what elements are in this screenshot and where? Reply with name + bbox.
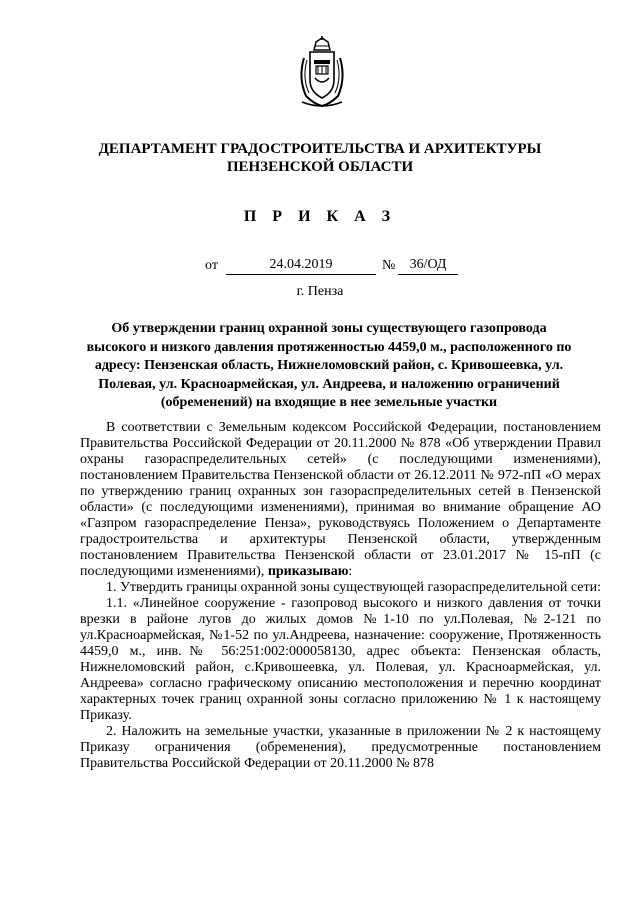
from-label: от — [205, 258, 218, 273]
decree-colon: : — [348, 564, 353, 579]
city: г. Пенза — [296, 284, 344, 299]
preamble-text: В соответствии с Земельным кодексом Российской Федерации, постановлением Правительства Российской Федерации от 20.11.2000 № 878 «Об утверждении Правил охраны газораспределительных сетей» (с последующими изменениями), постановлением Правительства Пензенской области от 26.12.2011 № 972-пП «О мерах по утверждению границ охранных зон газораспределительных сетей в Пензенской области» (с последующими изменениями), принимая во внимание обращение АО «Газпром газораспределение Пенза», руководствуясь Положением о Департаменте градостроительства и архитектуры Пензенской области, утвержденным постановлением Правительства Пензенской области от 23.01.2017 № 15-пП (с последующими изменениями), — [80, 420, 601, 579]
order-subject: Об утверждении границ охранной зоны существующего газопровода высокого и низкого давления протяженностью 4459,0 м., расположенного по адресу: Пензенская область, Нижнеломовский район, с. Кривошеевка, ул. Полевая, ул. Красноармейская, ул. Андреева, и наложению ограничений (обременений) на входящие в нее земельные участки — [86, 321, 572, 410]
order-number: 36/ОД — [398, 256, 458, 275]
item-2-paragraph: 2. Наложить на земельные участки, указанные в приложении № 2 к настоящему Приказу ограничения (обременения), предусмотренные постановлением Правительства Российской Федерации от 20.11.2000 № 878 — [80, 724, 601, 771]
preamble-paragraph — [80, 420, 601, 580]
item-1-1-paragraph: 1.1. «Линейное сооружение - газопровод высокого и низкого давления от точки врезки в районе лугов до жилых домов №1-10 по ул.Полевая, №2-121 по ул.Красноармейская, №1-52 по ул.Андреева, назначение: сооружение, Протяженность 4459,0 м., инв.№ 56:251:002:000058130, адрес объекта: Пензенская область, Нижнеломовский район, с.Кривошеевка, ул. Полевая, ул. Красноармейская, ул. Андреева» согласно графическому описанию местоположения и перечню координат характерных точек границ охранной зоны согласно приложению № 1 к настоящему Приказу. — [80, 596, 601, 723]
item-1-paragraph: 1. Утвердить границы охранной зоны существующей газораспределительной сети: — [106, 580, 601, 595]
department-line-2: ПЕНЗЕНСКОЙ ОБЛАСТИ — [226, 159, 414, 175]
coat-of-arms-icon — [296, 36, 348, 108]
order-date: 24.04.2019 — [226, 256, 376, 275]
decree-word: приказываю — [267, 564, 349, 579]
department-line-1: ДЕПАРТАМЕНТ ГРАДОСТРОИТЕЛЬСТВА И АРХИТЕКТУРЫ — [98, 141, 542, 157]
order-title: П Р И К А З — [243, 208, 397, 225]
department-name — [0, 140, 640, 176]
order-body — [80, 420, 601, 772]
number-label: № — [382, 258, 396, 273]
order-date-number-line — [0, 256, 640, 278]
